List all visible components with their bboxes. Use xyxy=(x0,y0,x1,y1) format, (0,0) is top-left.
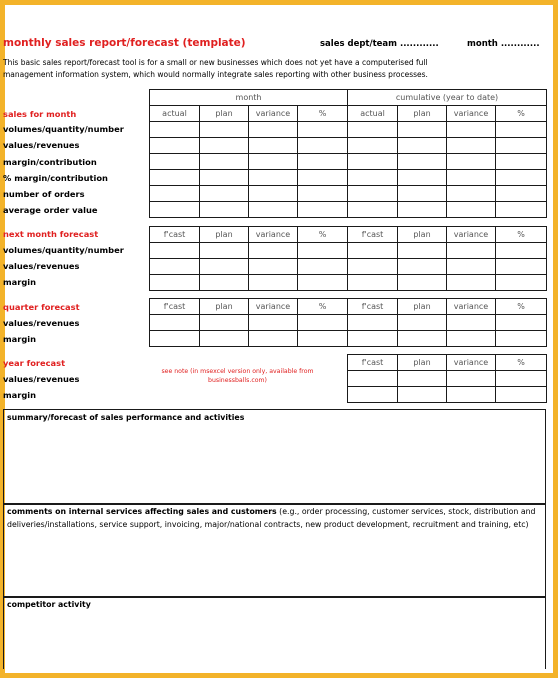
input-cell[interactable] xyxy=(348,170,398,186)
input-cell[interactable] xyxy=(348,186,398,202)
row-label: margin xyxy=(3,390,37,400)
col-header-pct: % xyxy=(298,106,348,122)
row-label: % margin/contribution xyxy=(3,173,108,183)
row-label: values/revenues xyxy=(3,374,80,384)
input-cell[interactable] xyxy=(249,122,298,138)
table-row xyxy=(150,315,547,331)
intro-text xyxy=(3,57,428,81)
input-cell[interactable] xyxy=(348,122,398,138)
row-label: number of orders xyxy=(3,189,85,199)
input-cell[interactable] xyxy=(348,138,398,154)
input-cell[interactable] xyxy=(200,138,249,154)
section-title-year-forecast: year forecast xyxy=(3,358,66,368)
input-cell[interactable] xyxy=(496,371,547,387)
input-cell[interactable] xyxy=(249,170,298,186)
col-header-variance: variance xyxy=(447,355,496,371)
input-cell[interactable] xyxy=(447,186,496,202)
col-header-fcast: f'cast xyxy=(348,355,398,371)
input-cell[interactable] xyxy=(398,275,447,291)
table-row xyxy=(150,154,547,170)
input-cell[interactable] xyxy=(200,186,249,202)
input-cell[interactable] xyxy=(496,387,547,403)
intro-line-1: This basic sales report/forecast tool is for a small or new businesses which does not yet have a computerised full xyxy=(3,58,428,67)
row-label: volumes/quantity/number xyxy=(3,245,124,255)
row-label: margin xyxy=(3,334,37,344)
input-cell[interactable] xyxy=(348,331,398,347)
col-header-variance: variance xyxy=(249,106,298,122)
col-header-pct: % xyxy=(496,299,547,315)
comments-box[interactable] xyxy=(3,503,546,598)
section-title-quarter-forecast: quarter forecast xyxy=(3,302,80,312)
table-row xyxy=(150,138,547,154)
col-header-fcast: f'cast xyxy=(150,299,200,315)
quarter-forecast-grid xyxy=(149,298,547,347)
month-field[interactable]: month ............ xyxy=(467,39,540,49)
col-header-variance: variance xyxy=(447,227,496,243)
section-title-next-month-forecast: next month forecast xyxy=(3,229,99,239)
input-cell[interactable] xyxy=(496,259,547,275)
input-cell[interactable] xyxy=(200,259,249,275)
input-cell[interactable] xyxy=(150,154,200,170)
input-cell[interactable] xyxy=(200,202,249,218)
input-cell[interactable] xyxy=(298,202,348,218)
row-label: margin xyxy=(3,277,37,287)
input-cell[interactable] xyxy=(447,275,496,291)
input-cell[interactable] xyxy=(249,202,298,218)
input-cell[interactable] xyxy=(298,259,348,275)
input-cell[interactable] xyxy=(398,315,447,331)
input-cell[interactable] xyxy=(348,202,398,218)
input-cell[interactable] xyxy=(398,138,447,154)
col-header-pct: % xyxy=(298,227,348,243)
year-forecast-note: see note (in msexcel version only, available from businessballs.com) xyxy=(161,368,314,384)
input-cell[interactable] xyxy=(150,122,200,138)
input-cell[interactable] xyxy=(348,371,398,387)
input-cell[interactable] xyxy=(348,259,398,275)
input-cell[interactable] xyxy=(249,315,298,331)
input-cell[interactable] xyxy=(298,315,348,331)
table-row xyxy=(150,202,547,218)
col-header-fcast: f'cast xyxy=(348,299,398,315)
input-cell[interactable] xyxy=(398,202,447,218)
input-cell[interactable] xyxy=(398,122,447,138)
input-cell[interactable] xyxy=(249,154,298,170)
col-header-actual: actual xyxy=(150,106,200,122)
year-forecast-grid xyxy=(347,354,547,403)
input-cell[interactable] xyxy=(298,122,348,138)
input-cell[interactable] xyxy=(200,275,249,291)
input-cell[interactable] xyxy=(447,122,496,138)
input-cell[interactable] xyxy=(298,186,348,202)
col-header-plan: plan xyxy=(398,299,447,315)
input-cell[interactable] xyxy=(249,243,298,259)
row-label: values/revenues xyxy=(3,261,80,271)
input-cell[interactable] xyxy=(348,243,398,259)
input-cell[interactable] xyxy=(298,331,348,347)
col-header-plan: plan xyxy=(398,355,447,371)
col-header-plan: plan xyxy=(200,299,249,315)
input-cell[interactable] xyxy=(447,243,496,259)
input-cell[interactable] xyxy=(496,122,547,138)
input-cell[interactable] xyxy=(150,275,200,291)
input-cell[interactable] xyxy=(150,259,200,275)
input-cell[interactable] xyxy=(447,154,496,170)
input-cell[interactable] xyxy=(447,259,496,275)
input-cell[interactable] xyxy=(150,202,200,218)
table-row xyxy=(348,387,547,403)
input-cell[interactable] xyxy=(298,154,348,170)
input-cell[interactable] xyxy=(150,186,200,202)
input-cell[interactable] xyxy=(447,387,496,403)
input-cell[interactable] xyxy=(150,138,200,154)
row-label: average order value xyxy=(3,205,98,215)
comments-box-title: comments on internal services affecting sales and customers xyxy=(7,507,277,516)
col-header-variance: variance xyxy=(447,299,496,315)
input-cell[interactable] xyxy=(496,138,547,154)
col-header-fcast: f'cast xyxy=(150,227,200,243)
table-row xyxy=(150,243,547,259)
input-cell[interactable] xyxy=(496,275,547,291)
col-header-pct: % xyxy=(496,106,547,122)
row-label: values/revenues xyxy=(3,318,80,328)
input-cell[interactable] xyxy=(249,186,298,202)
col-header-pct: % xyxy=(496,355,547,371)
input-cell[interactable] xyxy=(249,331,298,347)
table-row xyxy=(150,259,547,275)
input-cell[interactable] xyxy=(150,170,200,186)
input-cell[interactable] xyxy=(150,315,200,331)
input-cell[interactable] xyxy=(298,243,348,259)
input-cell[interactable] xyxy=(200,170,249,186)
input-cell[interactable] xyxy=(496,243,547,259)
input-cell[interactable] xyxy=(447,170,496,186)
row-label: margin/contribution xyxy=(3,157,97,167)
report-title: monthly sales report/forecast (template) xyxy=(3,37,246,49)
table-row xyxy=(150,331,547,347)
col-header-fcast: f'cast xyxy=(348,227,398,243)
col-header-plan: plan xyxy=(200,106,249,122)
input-cell[interactable] xyxy=(348,387,398,403)
group-header-cumulative: cumulative (year to date) xyxy=(348,90,547,106)
input-cell[interactable] xyxy=(398,259,447,275)
competitor-box[interactable] xyxy=(3,596,546,669)
col-header-actual: actual xyxy=(348,106,398,122)
intro-line-2: management information system, which would normally integrate sales reporting with other business processes. xyxy=(3,70,428,79)
comments-box-description: (e.g., order processing, customer services, stock, distribution and deliveries/installations, service support, invoicing, major/national contracts, new product development, recruitment and training, etc) xyxy=(7,507,536,529)
input-cell[interactable] xyxy=(447,331,496,347)
input-cell[interactable] xyxy=(200,243,249,259)
input-cell[interactable] xyxy=(398,170,447,186)
input-cell[interactable] xyxy=(200,154,249,170)
input-cell[interactable] xyxy=(348,275,398,291)
table-row xyxy=(150,275,547,291)
sales-for-month-grid xyxy=(149,89,547,218)
col-header-pct: % xyxy=(298,299,348,315)
input-cell[interactable] xyxy=(447,138,496,154)
input-cell[interactable] xyxy=(496,186,547,202)
col-header-variance: variance xyxy=(249,227,298,243)
input-cell[interactable] xyxy=(447,202,496,218)
table-row xyxy=(150,186,547,202)
row-label: values/revenues xyxy=(3,140,80,150)
input-cell[interactable] xyxy=(249,259,298,275)
input-cell[interactable] xyxy=(398,186,447,202)
input-cell[interactable] xyxy=(496,202,547,218)
input-cell[interactable] xyxy=(398,371,447,387)
input-cell[interactable] xyxy=(447,371,496,387)
group-header-month: month xyxy=(150,90,348,106)
col-header-plan: plan xyxy=(200,227,249,243)
input-cell[interactable] xyxy=(150,331,200,347)
table-row xyxy=(150,122,547,138)
input-cell[interactable] xyxy=(496,154,547,170)
summary-box[interactable] xyxy=(3,409,546,505)
input-cell[interactable] xyxy=(298,275,348,291)
section-title-sales-for-month: sales for month xyxy=(3,109,77,119)
input-cell[interactable] xyxy=(348,154,398,170)
input-cell[interactable] xyxy=(447,315,496,331)
col-header-plan: plan xyxy=(398,227,447,243)
input-cell[interactable] xyxy=(200,122,249,138)
competitor-box-title: competitor activity xyxy=(7,600,91,609)
summary-box-title: summary/forecast of sales performance and activities xyxy=(7,413,245,422)
col-header-variance: variance xyxy=(447,106,496,122)
sales-dept-field[interactable]: sales dept/team ............ xyxy=(320,39,439,49)
input-cell[interactable] xyxy=(398,331,447,347)
input-cell[interactable] xyxy=(398,154,447,170)
col-header-variance: variance xyxy=(249,299,298,315)
input-cell[interactable] xyxy=(249,138,298,154)
input-cell[interactable] xyxy=(496,331,547,347)
input-cell[interactable] xyxy=(496,170,547,186)
input-cell[interactable] xyxy=(348,315,398,331)
table-row xyxy=(348,371,547,387)
input-cell[interactable] xyxy=(496,315,547,331)
input-cell[interactable] xyxy=(200,315,249,331)
table-row xyxy=(150,170,547,186)
input-cell[interactable] xyxy=(298,138,348,154)
input-cell[interactable] xyxy=(398,243,447,259)
col-header-plan: plan xyxy=(398,106,447,122)
input-cell[interactable] xyxy=(150,243,200,259)
input-cell[interactable] xyxy=(398,387,447,403)
col-header-pct: % xyxy=(496,227,547,243)
next-month-forecast-grid xyxy=(149,226,547,291)
input-cell[interactable] xyxy=(249,275,298,291)
row-label: volumes/quantity/number xyxy=(3,124,124,134)
input-cell[interactable] xyxy=(298,170,348,186)
input-cell[interactable] xyxy=(200,331,249,347)
